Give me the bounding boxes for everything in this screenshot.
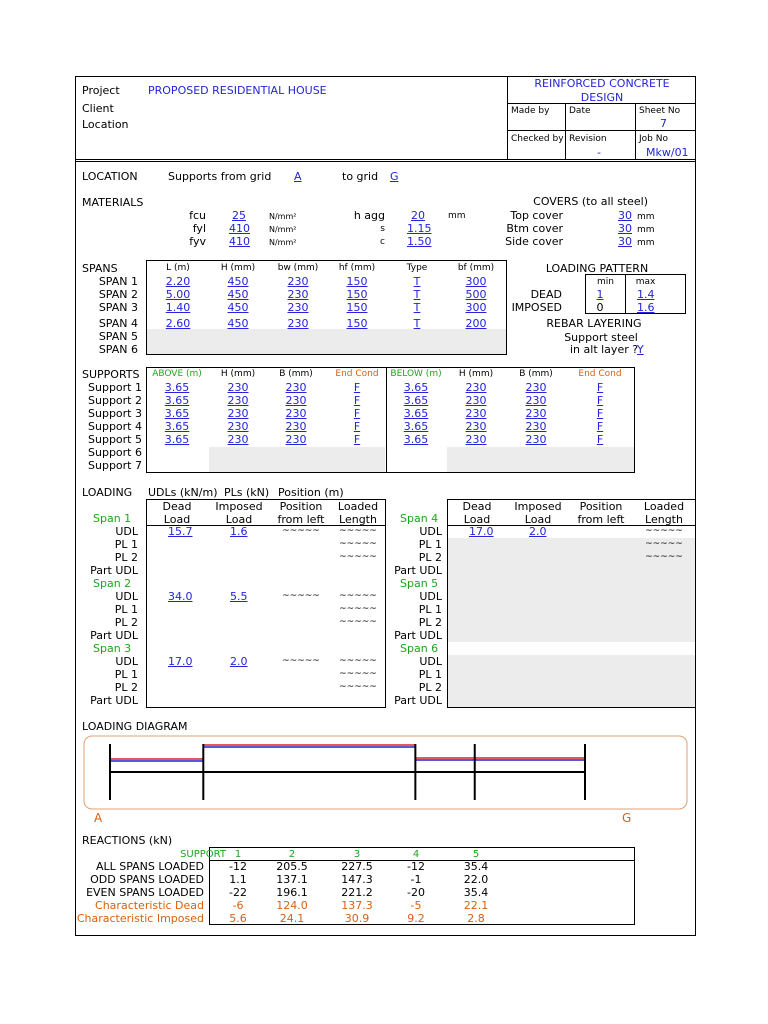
support-cell[interactable]: 230 — [285, 381, 307, 394]
loading-row-label: PL 2 — [418, 681, 442, 694]
span-row-label: SPAN 2 — [98, 288, 138, 301]
reaction-row-label: ALL SPANS LOADED — [95, 860, 204, 873]
loading-span-title: Span 5 — [400, 577, 439, 590]
fcu-unit: N/mm² — [269, 212, 297, 221]
pattern-dead-label: DEAD — [530, 288, 562, 301]
support-cell[interactable]: 230 — [465, 407, 487, 420]
support-row-label: Support 4 — [88, 420, 142, 433]
span-row-label: SPAN 1 — [98, 275, 138, 288]
reaction-cell: 35.4 — [463, 886, 489, 899]
support-cell[interactable]: 230 — [285, 394, 307, 407]
spans-col-header: Type — [406, 263, 428, 273]
loading-col-head: Imposed — [514, 500, 562, 513]
reaction-row-label: ODD SPANS LOADED — [90, 873, 204, 886]
supports-col-header: H (mm) — [458, 369, 494, 379]
support-cell[interactable]: 230 — [525, 420, 547, 433]
loading-tilde: ~~~~~ — [339, 656, 377, 666]
loading-span-title: Span 1 — [93, 512, 132, 525]
loading-row-label: PL 1 — [418, 538, 442, 551]
loading-row-label: UDL — [419, 590, 442, 603]
span-row-label: SPAN 6 — [98, 343, 138, 356]
reaction-cell: 2.8 — [467, 912, 485, 925]
loading-col-head: from left — [277, 513, 325, 526]
project-label: Project — [82, 84, 120, 97]
s-label: s — [380, 224, 385, 234]
loading-row-label: UDL — [419, 655, 442, 668]
loading-tilde: ~~~~~ — [339, 591, 377, 601]
reaction-cell: 1.1 — [229, 873, 247, 886]
span-cell[interactable]: 1.40 — [165, 301, 191, 314]
spans-col-header: H (mm) — [220, 263, 256, 273]
span-cell[interactable]: 2.60 — [165, 317, 191, 330]
rebar-line-1: Support steel — [564, 331, 638, 344]
fyv-value[interactable]: 410 — [229, 235, 250, 248]
support-cell[interactable]: F — [353, 381, 361, 394]
materials-label: MATERIALS — [82, 196, 144, 209]
support-cell[interactable]: 3.65 — [403, 394, 429, 407]
support-cell[interactable]: F — [353, 394, 361, 407]
support-cell[interactable]: 3.65 — [164, 381, 190, 394]
pattern-imposed-min: 0 — [596, 301, 604, 314]
loading-col-head: Loaded — [337, 500, 379, 513]
support-row-label: Support 2 — [88, 394, 142, 407]
support-cell[interactable]: 3.65 — [403, 433, 429, 446]
reaction-row-label: EVEN SPANS LOADED — [86, 886, 204, 899]
reaction-cell: 35.4 — [463, 860, 489, 873]
support-cell[interactable]: 230 — [285, 433, 307, 446]
reaction-cell: 137.3 — [341, 899, 373, 912]
revision-label: Revision — [569, 134, 607, 144]
loading-pattern-title: LOADING PATTERN — [545, 262, 649, 275]
support-cell[interactable]: 3.65 — [403, 381, 429, 394]
side-cover-unit: mm — [637, 238, 655, 248]
loading-tilde: ~~~~~ — [282, 591, 320, 601]
from-grid-value[interactable]: A — [294, 170, 302, 183]
header-divider-2 — [75, 161, 696, 162]
btm-cover-unit: mm — [637, 225, 655, 235]
span-row-label: SPAN 5 — [98, 330, 138, 343]
support-cell[interactable]: 230 — [525, 433, 547, 446]
reaction-cell: -5 — [410, 899, 422, 912]
reaction-cell: 5.6 — [229, 912, 247, 925]
title-line-1: REINFORCED CONCRETE — [534, 77, 670, 90]
span-cell[interactable]: 450 — [227, 317, 249, 330]
reaction-cell: 227.5 — [341, 860, 373, 873]
loading-diagram-label: LOADING DIAGRAM — [82, 720, 188, 733]
covers-title: COVERS (to all steel) — [533, 195, 648, 208]
loading-row-label: Part UDL — [394, 694, 442, 707]
project-value: PROPOSED RESIDENTIAL HOUSE — [148, 84, 327, 97]
support-cell[interactable]: 3.65 — [403, 420, 429, 433]
supports-col-header: H (mm) — [220, 369, 256, 379]
support-cell[interactable]: 3.65 — [164, 433, 190, 446]
fyl-value[interactable]: 410 — [229, 222, 250, 235]
rebar-title: REBAR LAYERING — [546, 317, 642, 330]
reaction-row-label: Characteristic Imposed — [76, 912, 204, 925]
spans-col-header: bf (mm) — [457, 263, 495, 273]
loading-span-title: Span 3 — [93, 642, 132, 655]
support-cell[interactable]: 230 — [465, 394, 487, 407]
loading-diagram — [82, 734, 690, 812]
span-cell[interactable]: 200 — [465, 317, 487, 330]
loading-col-head: from left — [577, 513, 625, 526]
loading-span-title: Span 6 — [400, 642, 439, 655]
loading-empty-block — [448, 655, 695, 707]
reaction-cell: -12 — [229, 860, 247, 873]
span-cell[interactable]: 5.00 — [165, 288, 191, 301]
supports-from-label: Supports from grid — [168, 170, 272, 183]
support-cell[interactable]: 230 — [285, 407, 307, 420]
loading-col-head: Load — [225, 513, 253, 526]
loading-tilde: ~~~~~ — [282, 526, 320, 536]
supports-col-header: B (mm) — [519, 369, 553, 379]
top-cover-value[interactable]: 30 — [618, 209, 632, 222]
rebar-answer[interactable]: Y — [637, 343, 644, 356]
made-by-label: Made by — [511, 106, 550, 116]
fyl-label: fyl — [192, 222, 206, 235]
loading-tilde: ~~~~~ — [339, 682, 377, 692]
span-cell[interactable]: 300 — [465, 275, 487, 288]
loading-udl-imposed[interactable]: 5.5 — [230, 590, 248, 603]
support-cell[interactable]: 230 — [227, 407, 249, 420]
loading-col-head: Length — [339, 513, 377, 526]
reaction-cell: -6 — [232, 899, 244, 912]
reaction-cell: 30.9 — [344, 912, 370, 925]
support-cell[interactable]: F — [596, 420, 604, 433]
loading-row-label: UDL — [115, 525, 138, 538]
rebar-line-2: in alt layer ? — [570, 343, 639, 356]
to-grid-value[interactable]: G — [390, 170, 399, 183]
reaction-support-number: 4 — [412, 849, 420, 860]
support-row-label: Support 5 — [88, 433, 142, 446]
pattern-dead-min[interactable]: 1 — [596, 288, 604, 301]
support-cell[interactable]: 230 — [227, 381, 249, 394]
location-section-label: LOCATION — [82, 170, 138, 183]
supports-col-header: BELOW (m) — [390, 369, 442, 379]
loading-col-head: Load — [524, 513, 552, 526]
support-cell[interactable]: F — [596, 433, 604, 446]
loading-tilde: ~~~~~ — [645, 552, 683, 562]
loading-tilde: ~~~~~ — [282, 656, 320, 666]
pattern-min-label: min — [597, 277, 614, 287]
reaction-cell: 137.1 — [276, 873, 308, 886]
revision-value: - — [597, 146, 601, 159]
loading-udl-dead[interactable]: 15.7 — [168, 525, 193, 538]
loading-col-head: Load — [463, 513, 491, 526]
fyv-label: fyv — [189, 235, 206, 248]
support-cell[interactable]: F — [353, 420, 361, 433]
fcu-label: fcu — [189, 209, 206, 222]
location-label: Location — [82, 118, 129, 131]
spans-empty-rows — [147, 329, 506, 354]
loading-span-title: Span 4 — [400, 512, 439, 525]
supports-col-header: End Cond — [578, 369, 622, 379]
supports-label: SUPPORTS — [82, 368, 140, 381]
loading-tilde: ~~~~~ — [339, 669, 377, 679]
pattern-dead-max[interactable]: 1.4 — [637, 288, 655, 301]
loading-row-label: UDL — [419, 525, 442, 538]
support-cell[interactable]: F — [596, 407, 604, 420]
s-value[interactable]: 1.15 — [407, 222, 432, 235]
pattern-max-label: max — [635, 277, 656, 287]
reaction-cell: 205.5 — [276, 860, 308, 873]
loading-row-label: PL 1 — [114, 668, 138, 681]
loading-tilde: ~~~~~ — [339, 552, 377, 562]
client-label: Client — [82, 102, 114, 115]
top-cover-label: Top cover — [510, 209, 563, 222]
pls-label: PLs (kN) — [224, 486, 270, 499]
loading-row-label: UDL — [115, 590, 138, 603]
loading-row-label: Part UDL — [90, 564, 138, 577]
span-cell[interactable]: 500 — [465, 288, 487, 301]
hagg-unit: mm — [448, 211, 466, 221]
span-cell[interactable]: 2.20 — [165, 275, 191, 288]
reaction-support-number: 2 — [288, 849, 296, 860]
side-cover-label: Side cover — [505, 235, 563, 248]
pattern-imposed-max[interactable]: 1.6 — [637, 301, 655, 314]
loading-row-label: Part UDL — [394, 564, 442, 577]
top-cover-unit: mm — [637, 212, 655, 222]
hagg-value[interactable]: 20 — [411, 209, 425, 222]
loading-tilde: ~~~~~ — [339, 539, 377, 549]
span-cell[interactable]: 230 — [287, 288, 309, 301]
loading-col-head: Imposed — [215, 500, 263, 513]
loading-udl-dead[interactable]: 34.0 — [168, 590, 193, 603]
span-cell[interactable]: 450 — [227, 301, 249, 314]
span-row-label: SPAN 3 — [98, 301, 138, 314]
support-cell[interactable]: 230 — [465, 433, 487, 446]
job-value: Mkw/01 — [646, 146, 689, 159]
loading-row-label: UDL — [115, 655, 138, 668]
support-cell[interactable]: 230 — [227, 433, 249, 446]
support-cell[interactable]: 230 — [465, 420, 487, 433]
reaction-cell: 22.0 — [463, 873, 489, 886]
reaction-cell: -1 — [410, 873, 422, 886]
span-cell[interactable]: T — [413, 317, 421, 330]
reaction-support-number: 5 — [472, 849, 480, 860]
support-cell[interactable]: 230 — [465, 381, 487, 394]
loading-empty-block — [448, 590, 695, 642]
span-cell[interactable]: 150 — [346, 275, 368, 288]
loading-col-head: Position — [279, 500, 323, 513]
support-cell[interactable]: 230 — [525, 407, 547, 420]
diagram-loads — [110, 745, 585, 761]
loading-row-label: PL 2 — [114, 681, 138, 694]
support-cell[interactable]: F — [596, 394, 604, 407]
span-cell[interactable]: 230 — [287, 275, 309, 288]
loading-udl-dead[interactable]: 17.0 — [168, 655, 193, 668]
support-cell[interactable]: 3.65 — [164, 394, 190, 407]
loading-tilde: ~~~~~ — [339, 526, 377, 536]
span-row-label: SPAN 4 — [98, 317, 138, 330]
span-cell[interactable]: 450 — [227, 288, 249, 301]
diagram-right-grid: G — [622, 811, 632, 825]
header-divider — [75, 159, 696, 160]
loading-row-label: PL 2 — [114, 551, 138, 564]
support-cell[interactable]: 230 — [285, 420, 307, 433]
reactions-label: REACTIONS (kN) — [82, 834, 173, 847]
reaction-cell: 22.1 — [463, 899, 489, 912]
loading-row-label: PL 2 — [114, 616, 138, 629]
support-cell[interactable]: 230 — [525, 381, 547, 394]
fyl-unit: N/mm² — [269, 225, 297, 234]
reactions-support-label: SUPPORT — [180, 849, 226, 860]
support-cell[interactable]: 3.65 — [164, 420, 190, 433]
loading-row-label: PL 1 — [418, 668, 442, 681]
support-row-label: Support 6 — [88, 446, 142, 459]
support-cell[interactable]: 3.65 — [403, 407, 429, 420]
diagram-left-grid: A — [94, 811, 103, 825]
reaction-cell: 221.2 — [341, 886, 373, 899]
position-label: Position (m) — [278, 486, 344, 499]
reaction-cell: 124.0 — [276, 899, 308, 912]
supports-col-header: B (mm) — [279, 369, 313, 379]
c-label: c — [380, 237, 385, 247]
job-label: Job No — [639, 134, 668, 144]
loading-col-head: Load — [163, 513, 191, 526]
loading-col-head: Loaded — [643, 500, 685, 513]
spans-col-header: bw (mm) — [277, 263, 319, 273]
loading-row-label: PL 1 — [114, 538, 138, 551]
to-grid-label: to grid — [342, 170, 379, 183]
reaction-support-number: 1 — [234, 849, 242, 860]
span-cell[interactable]: 300 — [465, 301, 487, 314]
loading-col-head: Dead — [462, 500, 492, 513]
loading-col-head: Position — [579, 500, 623, 513]
support-row-label: Support 3 — [88, 407, 142, 420]
loading-row-label: PL 2 — [418, 551, 442, 564]
loading-udl-imposed[interactable]: 2.0 — [529, 525, 547, 538]
loading-udl-imposed[interactable]: 1.6 — [230, 525, 248, 538]
loading-udl-dead[interactable]: 17.0 — [469, 525, 494, 538]
span-cell[interactable]: T — [413, 275, 421, 288]
reaction-cell: 147.3 — [341, 873, 373, 886]
udls-label: UDLs (kN/m) — [148, 486, 218, 499]
loading-row-label: Part UDL — [90, 694, 138, 707]
loading-tilde: ~~~~~ — [645, 526, 683, 536]
span-cell[interactable]: 450 — [227, 275, 249, 288]
loading-span-title: Span 2 — [93, 577, 132, 590]
loading-udl-imposed[interactable]: 2.0 — [230, 655, 248, 668]
loading-row-label: PL 2 — [418, 616, 442, 629]
reaction-cell: -12 — [407, 860, 425, 873]
loading-row-label: Part UDL — [90, 629, 138, 642]
loading-label: LOADING — [82, 486, 133, 499]
span-cell[interactable]: 230 — [287, 301, 309, 314]
spans-col-header: L (m) — [166, 263, 190, 273]
span-cell[interactable]: T — [413, 301, 421, 314]
reaction-cell: -20 — [407, 886, 425, 899]
fyv-unit: N/mm² — [269, 238, 297, 247]
sheet-label: Sheet No — [639, 106, 681, 116]
reaction-support-number: 3 — [353, 849, 361, 860]
loading-row-label: PL 1 — [114, 603, 138, 616]
span-cell[interactable]: 150 — [346, 301, 368, 314]
span-cell[interactable]: T — [413, 288, 421, 301]
supports-col-header: ABOVE (m) — [152, 369, 202, 379]
loading-tilde: ~~~~~ — [339, 617, 377, 627]
loading-col-head: Dead — [162, 500, 192, 513]
support-cell[interactable]: 230 — [525, 394, 547, 407]
reaction-cell: 196.1 — [276, 886, 308, 899]
span-cell[interactable]: 230 — [287, 317, 309, 330]
support-cell[interactable]: 3.65 — [164, 407, 190, 420]
reaction-cell: 24.1 — [279, 912, 305, 925]
reaction-row-label: Characteristic Dead — [95, 899, 204, 912]
supports-col-header: End Cond — [335, 369, 379, 379]
loading-tilde: ~~~~~ — [339, 604, 377, 614]
support-cell[interactable]: F — [596, 381, 604, 394]
btm-cover-value[interactable]: 30 — [618, 222, 632, 235]
title-line-2: DESIGN — [580, 91, 624, 104]
spans-col-header: hf (mm) — [338, 263, 376, 273]
hagg-label: h agg — [353, 209, 385, 222]
span-cell[interactable]: 150 — [346, 288, 368, 301]
reaction-cell: -22 — [229, 886, 247, 899]
date-label: Date — [569, 106, 591, 116]
loading-row-label: Part UDL — [394, 629, 442, 642]
support-row-label: Support 1 — [88, 381, 142, 394]
loading-col-head: Length — [645, 513, 683, 526]
span-cell[interactable]: 150 — [346, 317, 368, 330]
pattern-imposed-label: IMPOSED — [511, 301, 562, 314]
reaction-cell: 9.2 — [407, 912, 425, 925]
c-value[interactable]: 1.50 — [407, 235, 432, 248]
support-cell[interactable]: 230 — [227, 420, 249, 433]
loading-tilde: ~~~~~ — [645, 539, 683, 549]
btm-cover-label: Btm cover — [506, 222, 563, 235]
support-cell[interactable]: 230 — [227, 394, 249, 407]
checked-label: Checked by — [511, 134, 564, 144]
fcu-value[interactable]: 25 — [232, 209, 246, 222]
spans-label: SPANS — [82, 262, 118, 275]
loading-row-label: PL 1 — [418, 603, 442, 616]
side-cover-value[interactable]: 30 — [618, 235, 632, 248]
support-row-label: Support 7 — [88, 459, 142, 472]
sheet-value: 7 — [660, 117, 667, 130]
support-cell[interactable]: F — [353, 433, 361, 446]
support-cell[interactable]: F — [353, 407, 361, 420]
